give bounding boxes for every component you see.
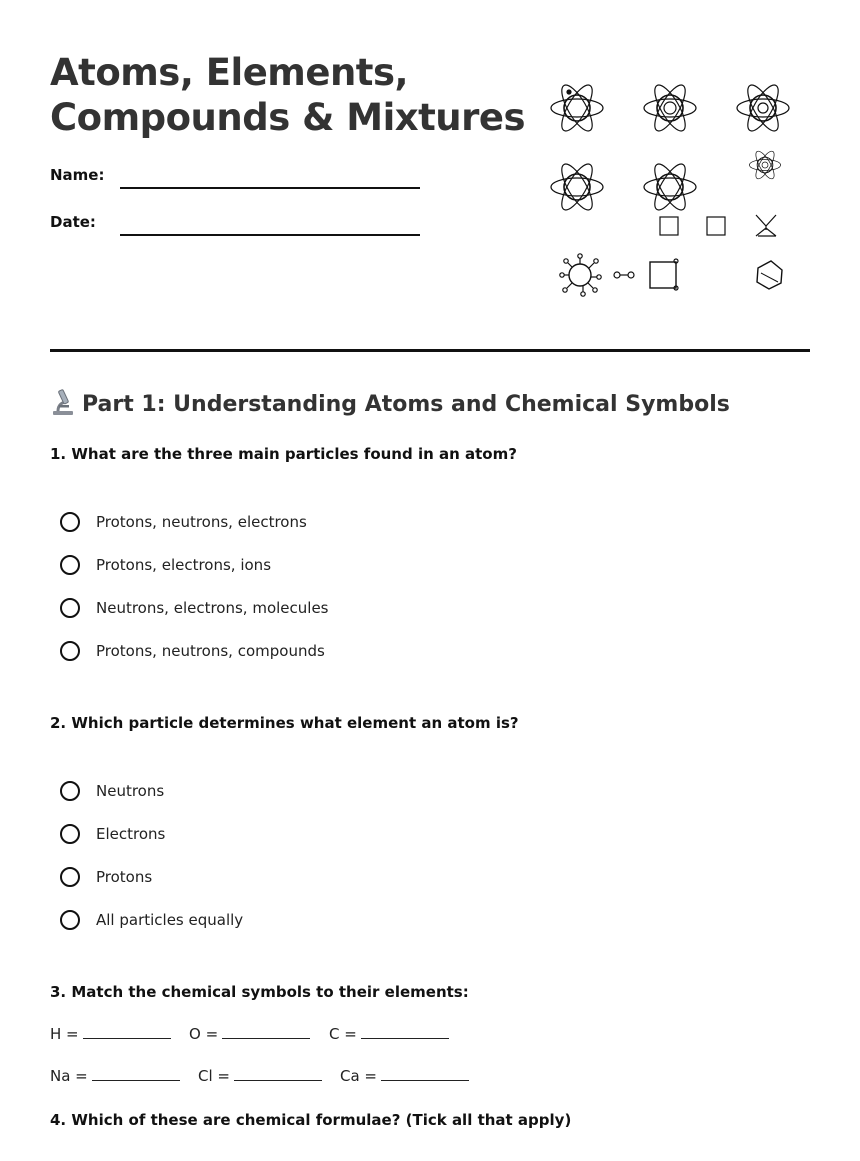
q1-option-4[interactable] xyxy=(60,638,325,664)
question-1: 1. What are the three main particles found in an atom? xyxy=(50,445,517,463)
radio-button[interactable] xyxy=(60,598,80,618)
match-item-c[interactable] xyxy=(329,1024,449,1043)
answer-blank[interactable] xyxy=(381,1066,469,1081)
radio-button[interactable] xyxy=(60,867,80,887)
radio-button[interactable] xyxy=(60,641,80,661)
option-label: Electrons xyxy=(96,825,166,843)
option-label: Protons, electrons, ions xyxy=(96,556,272,574)
radio-button[interactable] xyxy=(60,781,80,801)
atom-icon xyxy=(749,149,780,181)
radio-button[interactable] xyxy=(60,824,80,844)
question-2: 2. Which particle determines what element an atom is? xyxy=(50,714,519,732)
atom-illustration xyxy=(540,70,810,310)
symbol-label: O = xyxy=(189,1025,219,1043)
date-label: Date: xyxy=(50,213,96,231)
answer-blank[interactable] xyxy=(83,1024,171,1039)
square-icon xyxy=(707,217,725,235)
date-field[interactable] xyxy=(120,234,420,236)
atom-icon xyxy=(737,81,789,135)
title-line-1: Atoms, Elements, xyxy=(50,51,409,94)
q2-option-4[interactable] xyxy=(60,907,243,933)
section-divider xyxy=(50,349,810,352)
section-heading-text: Part 1: Understanding Atoms and Chemical Symbols xyxy=(82,392,730,417)
answer-blank[interactable] xyxy=(234,1066,322,1081)
atom-icon xyxy=(644,160,696,214)
option-label: Protons xyxy=(96,868,153,886)
section-heading xyxy=(50,388,730,417)
match-item-h[interactable] xyxy=(50,1024,171,1043)
q2-option-3[interactable] xyxy=(60,864,152,890)
answer-blank[interactable] xyxy=(92,1066,180,1081)
atom-icon xyxy=(551,81,603,135)
match-item-o[interactable] xyxy=(189,1024,310,1043)
molecule-icon xyxy=(560,254,601,296)
q1-option-3[interactable] xyxy=(60,595,329,621)
square-molecule-icon xyxy=(650,259,678,290)
q2-option-2[interactable] xyxy=(60,821,165,847)
microscope-icon xyxy=(50,388,76,416)
radio-button[interactable] xyxy=(60,555,80,575)
atom-icon xyxy=(551,160,603,214)
symbol-label: C = xyxy=(329,1025,357,1043)
answer-blank[interactable] xyxy=(222,1024,310,1039)
match-item-ca[interactable] xyxy=(340,1066,469,1085)
radio-button[interactable] xyxy=(60,910,80,930)
match-item-na[interactable] xyxy=(50,1066,180,1085)
square-icon xyxy=(660,217,678,235)
q1-option-1[interactable] xyxy=(60,509,307,535)
question-3: 3. Match the chemical symbols to their elements: xyxy=(50,983,469,1001)
bond-icon xyxy=(614,272,634,278)
q1-option-2[interactable] xyxy=(60,552,271,578)
symbol-label: H = xyxy=(50,1025,79,1043)
worksheet-title xyxy=(50,50,530,140)
option-label: All particles equally xyxy=(96,911,244,929)
option-label: Neutrons xyxy=(96,782,165,800)
symbol-label: Na = xyxy=(50,1067,88,1085)
symbol-label: Ca = xyxy=(340,1067,378,1085)
branch-icon xyxy=(756,215,776,236)
title-line-2: Compounds & Mixtures xyxy=(50,96,526,139)
name-field[interactable] xyxy=(120,187,420,189)
answer-blank[interactable] xyxy=(361,1024,449,1039)
name-label: Name: xyxy=(50,166,105,184)
q2-option-1[interactable] xyxy=(60,778,164,804)
question-4: 4. Which of these are chemical formulae? (Tick all that apply) xyxy=(50,1111,572,1129)
symbol-label: Cl = xyxy=(198,1067,230,1085)
atom-icon xyxy=(644,81,696,135)
radio-button[interactable] xyxy=(60,512,80,532)
match-item-cl[interactable] xyxy=(198,1066,322,1085)
option-label: Protons, neutrons, electrons xyxy=(96,513,307,531)
option-label: Neutrons, electrons, molecules xyxy=(96,599,329,617)
hexagon-icon xyxy=(757,261,782,289)
option-label: Protons, neutrons, compounds xyxy=(96,642,325,660)
